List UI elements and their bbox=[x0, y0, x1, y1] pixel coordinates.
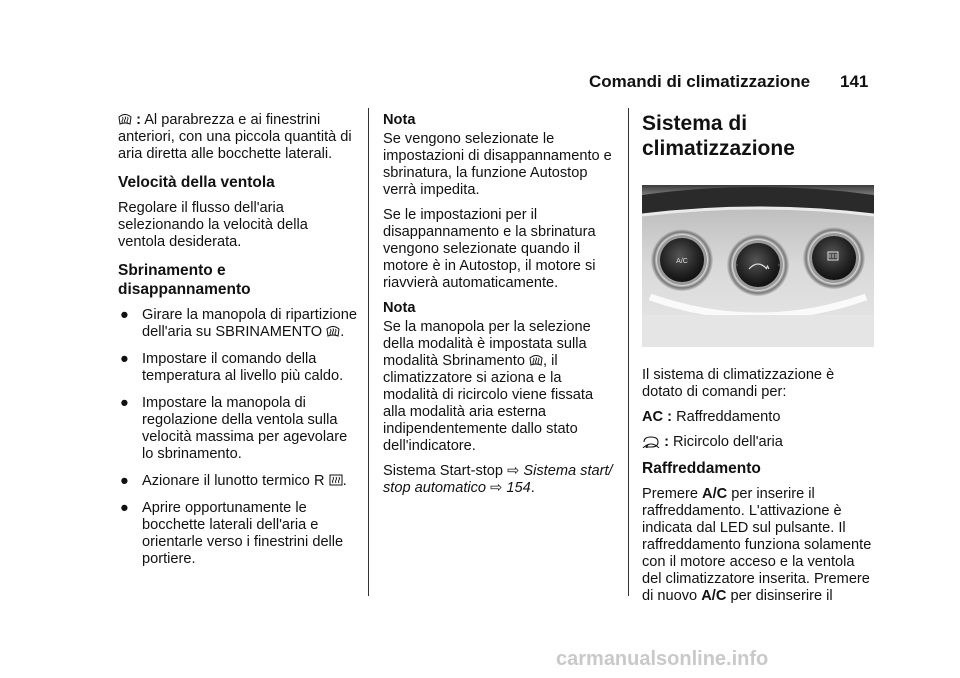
bullet-marker: ● bbox=[120, 307, 129, 323]
recirc-text: Ricircolo dell'aria bbox=[673, 434, 783, 450]
ref-page[interactable]: 154 bbox=[506, 480, 531, 496]
bullet-marker: ● bbox=[120, 395, 129, 411]
bullet-text-1: Girare la manopola di ripartizione dell'aria su SBRINAMENTO bbox=[142, 307, 357, 340]
ac-label: AC : bbox=[642, 409, 672, 425]
defrost-mode-description bbox=[118, 112, 358, 163]
column-divider-2 bbox=[628, 108, 629, 596]
ac-button-label: A/C bbox=[676, 258, 688, 265]
ref-arrow-icon: ⇨ bbox=[507, 463, 520, 479]
bullet-item-1 bbox=[118, 307, 358, 341]
bullet-marker: ● bbox=[120, 500, 129, 516]
bullet-text-2: Impostare il comando della temperatura al livello più caldo. bbox=[142, 351, 344, 384]
bullet-text-3: Impostare la manopola di regolazione della ventola sulla velocità massima per agevolare lo sbrinamento. bbox=[142, 395, 348, 462]
windshield-defrost-icon bbox=[529, 353, 543, 367]
column-divider-1 bbox=[368, 108, 369, 596]
cooling-paragraph bbox=[642, 486, 876, 605]
ref-text: Sistema Start-stop bbox=[383, 463, 504, 479]
heading-defrost: Sbrinamento e disappannamento bbox=[118, 262, 251, 298]
cool-text-e: per disinserire il bbox=[730, 588, 833, 604]
column-3-body bbox=[642, 367, 876, 613]
windshield-defrost-icon bbox=[118, 112, 132, 126]
note-paragraph-3a: Se la manopola per la selezione della modalità è impostata sulla modalità Sbrinamento bbox=[383, 319, 591, 369]
system-intro: Il sistema di climatizzazione è dotato di comandi per: bbox=[642, 367, 835, 400]
page-number: 141 bbox=[840, 72, 869, 91]
note-paragraph-2: Se le impostazioni per il disappannamento e la sbrinatura vengono selezionate quando il motore è in Autostop, il motore si riavvierà automaticamente. bbox=[383, 207, 596, 291]
cool-text-a: Premere bbox=[642, 486, 698, 502]
recirculation-item bbox=[642, 434, 876, 451]
column-1 bbox=[118, 112, 358, 578]
fan-speed-paragraph: Regolare il flusso dell'aria selezionando la velocità della ventola desiderata. bbox=[118, 200, 308, 250]
bullet-text-4: Azionare il lunotto termico R bbox=[142, 473, 325, 489]
heading-cooling: Raffreddamento bbox=[642, 460, 761, 477]
recirc-separator: : bbox=[664, 434, 669, 450]
bullet-text-4-end: . bbox=[342, 473, 347, 489]
bullet-text-5: Aprire opportunamente le bocchette laterali dell'aria e orientarle verso i finestrini delle portiere. bbox=[142, 500, 344, 567]
section-title: Sistema di climatizzazione bbox=[642, 112, 795, 160]
bullet-item-5 bbox=[118, 500, 358, 568]
intro-separator: : bbox=[136, 112, 141, 128]
heading-fan-speed: Velocità della ventola bbox=[118, 174, 275, 191]
note-label-1: Nota bbox=[383, 112, 416, 128]
bullet-item-4 bbox=[118, 473, 358, 490]
bullet-item-3 bbox=[118, 395, 358, 463]
climate-control-photo bbox=[642, 185, 874, 347]
bullet-text-1-end: . bbox=[340, 324, 345, 340]
bullet-marker: ● bbox=[120, 351, 129, 367]
column-2 bbox=[383, 112, 619, 505]
ref-end: . bbox=[530, 480, 535, 496]
cool-ac-2: A/C bbox=[701, 588, 727, 604]
intro-text: Al parabrezza e ai finestrini anteriori, con una piccola quantità di aria diretta alle bocchette laterali. bbox=[118, 112, 352, 162]
ref-link[interactable]: Sistema start/ stop automatico bbox=[383, 463, 613, 496]
running-header-title: Comandi di climatizzazione bbox=[589, 72, 811, 91]
ac-text: Raffreddamento bbox=[676, 409, 781, 425]
column-3 bbox=[642, 111, 876, 161]
ref-arrow-icon: ⇨ bbox=[490, 480, 503, 496]
note-label-2: Nota bbox=[383, 300, 416, 316]
bullet-marker: ● bbox=[120, 473, 129, 489]
air-recirculation-icon bbox=[642, 436, 660, 448]
note-paragraph-3 bbox=[383, 319, 619, 455]
note-paragraph-3b: , il climatizzatore si aziona e la modalità di ricircolo viene fissata alla modalità aria esterna indipendentemente dallo stato dell'indicatore. bbox=[383, 353, 594, 454]
bullet-item-2 bbox=[118, 351, 358, 385]
cool-text-c: per inserire il raffreddamento. L'attivazione è indicata dal LED sul pulsante. Il raffreddamento funziona solamente con il motore acceso e la ventola del climatizzatore inserita. Premere di nuovo bbox=[642, 486, 872, 604]
note-paragraph-1: Se vengono selezionate le impostazioni di disappannamento e sbrinatura, la funzione Autostop verrà impedita. bbox=[383, 131, 612, 198]
cross-reference bbox=[383, 463, 619, 497]
rear-window-defrost-icon bbox=[329, 473, 343, 487]
watermark: carmanualsonline.info bbox=[556, 648, 769, 670]
cool-ac-1: A/C bbox=[702, 486, 728, 502]
ac-item bbox=[642, 409, 876, 426]
windshield-defrost-icon bbox=[326, 324, 340, 338]
